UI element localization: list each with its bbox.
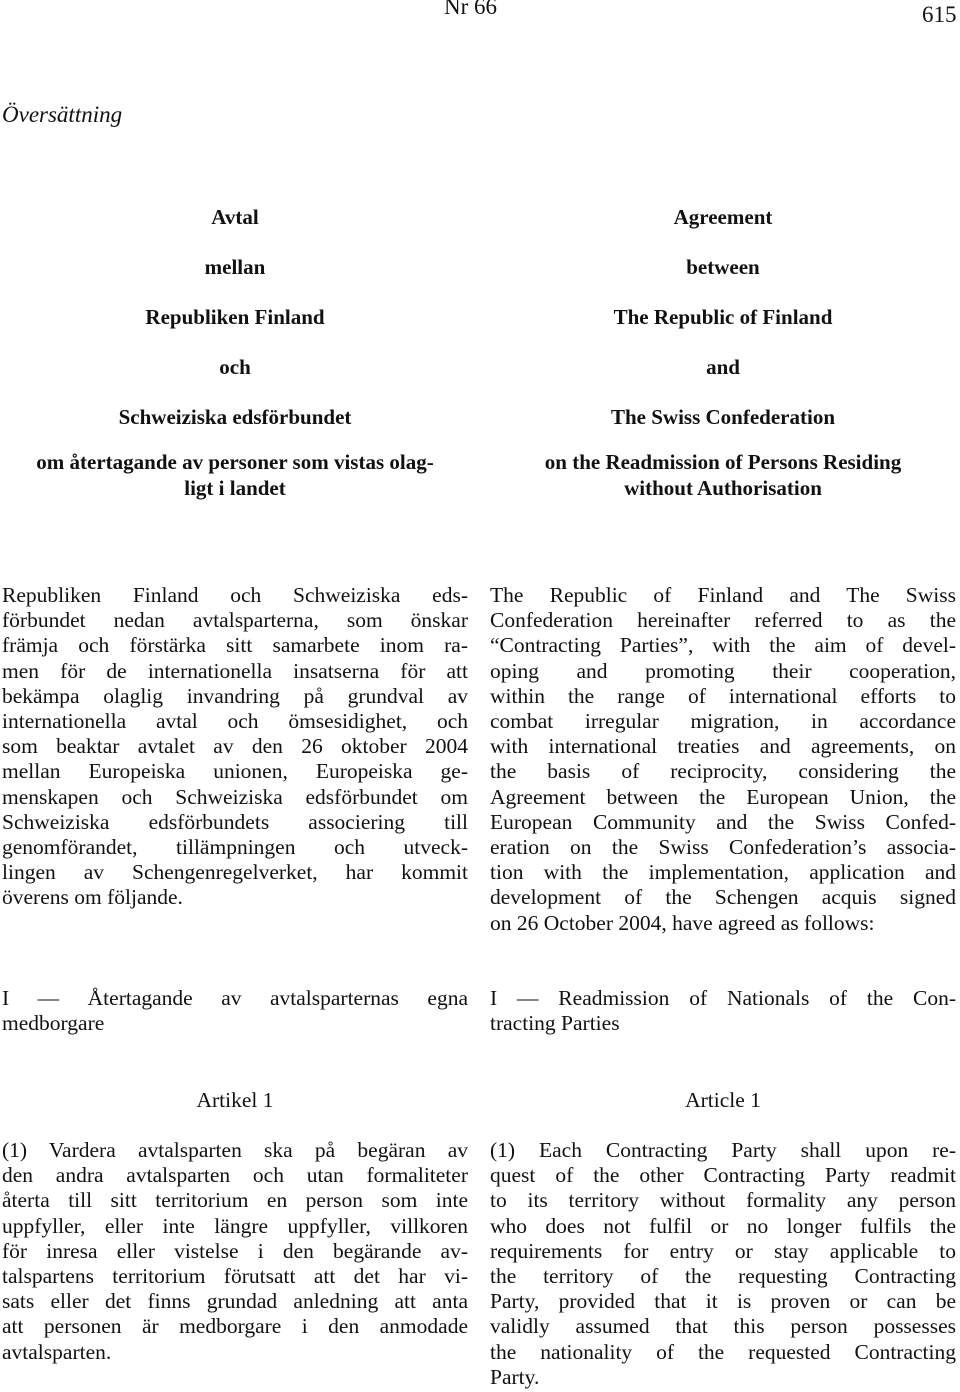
swedish-preamble: [2, 583, 468, 911]
swedish-article-heading: Artikel 1: [196, 1088, 274, 1112]
swedish-title-block: [2, 205, 468, 501]
english-preamble-line: Agreement between the European Union, the: [490, 784, 956, 809]
swedish-article-line: (1) Vardera avtalsparten ska på begäran av: [2, 1138, 468, 1162]
english-preamble-line: the basis of reciprocity, considering the: [490, 759, 956, 784]
english-article-heading: Article 1: [685, 1088, 761, 1112]
issue-number: Nr 66: [444, 0, 498, 19]
swedish-article-line: den andra avtalsparten och utan formaliteter: [2, 1163, 468, 1188]
english-article-line: Party, provided that it is proven or can be: [490, 1289, 956, 1314]
swedish-preamble-line: förbundet nedan avtalsparterna, som önskar: [2, 608, 468, 633]
english-preamble-line: on 26 October 2004, have agreed as follows:: [490, 910, 875, 935]
swedish-preamble-line: överens om följande.: [2, 885, 183, 910]
swedish-preamble-line: Schweiziska edsförbundets associering till: [2, 809, 468, 834]
swedish-title-line: mellan: [204, 255, 266, 279]
english-section-line: tracting Parties: [490, 1011, 620, 1036]
english-article-line: the territory of the requesting Contracting: [490, 1264, 956, 1289]
english-article-line: the nationality of the requested Contracting: [490, 1339, 956, 1364]
english-title-block: [490, 205, 956, 501]
english-article-1-text: [490, 1138, 956, 1390]
swedish-subtitle-line: om återtagande av personer som vistas olag-: [36, 450, 434, 474]
english-title-line: Agreement: [673, 205, 773, 229]
swedish-preamble-line: men för de internationella insatserna för att: [2, 658, 468, 683]
english-title-line: between: [686, 255, 760, 279]
swedish-subtitle-line: ligt i landet: [184, 476, 286, 500]
english-preamble-line: within the range of international efforts to: [490, 683, 956, 708]
swedish-section-heading: [2, 986, 468, 1036]
english-section-heading: [490, 986, 956, 1036]
swedish-title-line: Schweiziska edsförbundet: [118, 405, 352, 429]
english-subtitle-line: on the Readmission of Persons Residing: [544, 450, 902, 474]
translation-label: Översättning: [2, 102, 123, 127]
english-article-line: validly assumed that this person possesses: [490, 1314, 956, 1339]
swedish-article-line: uppfyller, eller inte längre uppfyller, villkoren: [2, 1213, 468, 1238]
swedish-article-line: sats eller det finns grundad anledning att anta: [2, 1289, 468, 1314]
page-number: 615: [922, 2, 957, 27]
swedish-article-line: talspartens territorium förutsatt att det har vi-: [2, 1264, 468, 1289]
swedish-article-line: avtalsparten.: [2, 1339, 112, 1364]
english-preamble-line: tion with the implementation, application and: [490, 860, 956, 885]
english-preamble-line: with international treaties and agreements, on: [490, 734, 956, 759]
swedish-preamble-line: menskapen och Schweiziska edsförbundet om: [2, 784, 468, 809]
swedish-preamble-line: bekämpa olaglig invandring på grundval av: [2, 683, 468, 708]
swedish-title-line: och: [219, 355, 251, 379]
english-title-line: The Republic of Finland: [613, 305, 833, 329]
swedish-preamble-line: Republiken Finland och Schweiziska eds-: [2, 583, 468, 607]
swedish-preamble-line: lingen av Schengenregelverket, har kommit: [2, 860, 468, 885]
english-preamble: [490, 583, 956, 936]
swedish-article-line: återta till sitt territorium en person som inte: [2, 1188, 468, 1213]
english-preamble-line: development of the Schengen acquis signed: [490, 885, 956, 910]
english-preamble-line: oping and promoting their cooperation,: [490, 658, 956, 683]
english-preamble-line: eration on the Swiss Confederation’s associa-: [490, 835, 956, 860]
english-article-line: to its territory without formality any person: [490, 1188, 956, 1213]
english-title-line: and: [706, 355, 740, 379]
swedish-preamble-line: som beaktar avtalet av den 26 oktober 2004: [2, 734, 468, 759]
english-preamble-line: European Community and the Swiss Confed-: [490, 809, 956, 834]
swedish-section-line: medborgare: [2, 1011, 105, 1036]
english-preamble-line: combat irregular migration, in accordance: [490, 709, 956, 734]
swedish-title-line: Republiken Finland: [145, 305, 325, 329]
swedish-section-line: I — Återtagande av avtalsparternas egna: [2, 986, 468, 1010]
swedish-preamble-line: främja och förstärka sitt samarbete inom ra-: [2, 633, 468, 658]
english-preamble-line: The Republic of Finland and The Swiss: [490, 583, 956, 607]
english-article-line: quest of the other Contracting Party readmit: [490, 1163, 956, 1188]
english-article-line: requirements for entry or stay applicable to: [490, 1238, 956, 1263]
swedish-article-line: att personen är medborgare i den anmodade: [2, 1314, 468, 1339]
swedish-preamble-line: internationella avtal och ömsesidighet, och: [2, 709, 468, 734]
swedish-article-line: för inresa eller vistelse i den begärande av-: [2, 1238, 468, 1263]
english-title-line: The Swiss Confederation: [610, 405, 836, 429]
english-subtitle-line: without Authorisation: [624, 476, 822, 500]
swedish-article-1-text: [2, 1138, 468, 1365]
english-article-line: (1) Each Contracting Party shall upon re-: [490, 1138, 956, 1162]
english-section-line: I — Readmission of Nationals of the Con-: [490, 986, 956, 1010]
swedish-title-line: Avtal: [211, 205, 259, 229]
english-preamble-line: “Contracting Parties”, with the aim of devel-: [490, 633, 956, 658]
english-article-line: who does not fulfil or no longer fulfils the: [490, 1213, 956, 1238]
english-preamble-line: Confederation hereinafter referred to as the: [490, 608, 956, 633]
swedish-preamble-line: genomförandet, tillämpningen och utveck-: [2, 835, 468, 860]
english-article-line: Party.: [490, 1364, 540, 1389]
swedish-preamble-line: mellan Europeiska unionen, Europeiska ge-: [2, 759, 468, 784]
